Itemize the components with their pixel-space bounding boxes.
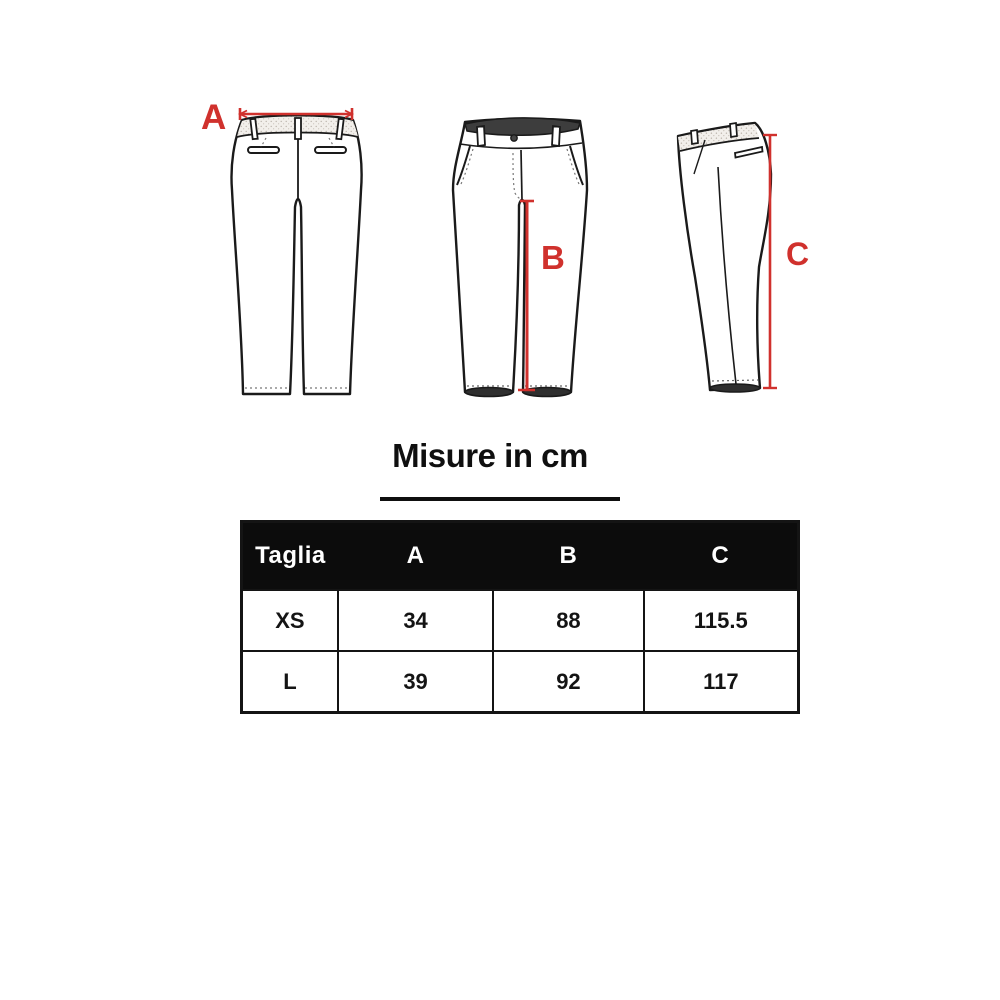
- pants-side-view-illustration: [660, 112, 790, 402]
- size-table: [240, 520, 800, 714]
- table-row-xs: [242, 590, 799, 651]
- pants-front-silhouette: [453, 119, 587, 392]
- cell-size: XS: [242, 590, 338, 651]
- title-underline: [380, 497, 620, 501]
- table-header-row: [242, 522, 799, 591]
- fly-center-line: [521, 150, 522, 200]
- pants-front-view-illustration: [440, 105, 600, 400]
- column-header-a: A: [338, 522, 493, 591]
- cell-measure-b: 88: [493, 590, 643, 651]
- side-leg-opening: [710, 384, 760, 392]
- cell-measure-c: 115.5: [644, 590, 799, 651]
- cell-measure-a: 39: [338, 651, 493, 713]
- cell-size: L: [242, 651, 338, 713]
- cell-measure-a: 34: [338, 590, 493, 651]
- table-row-l: [242, 651, 799, 713]
- pants-back-view-illustration: [200, 95, 375, 405]
- column-header-c: C: [644, 522, 799, 591]
- column-header-taglia: Taglia: [242, 522, 338, 591]
- measure-label-a: A: [201, 98, 227, 137]
- column-header-b: B: [493, 522, 643, 591]
- cell-measure-c: 117: [644, 651, 799, 713]
- cell-measure-b: 92: [493, 651, 643, 713]
- measure-label-c: C: [786, 236, 810, 272]
- measure-label-b: B: [541, 239, 565, 276]
- section-title: Misure in cm: [392, 437, 588, 474]
- pants-back-silhouette: [231, 116, 361, 395]
- waist-button: [511, 135, 517, 141]
